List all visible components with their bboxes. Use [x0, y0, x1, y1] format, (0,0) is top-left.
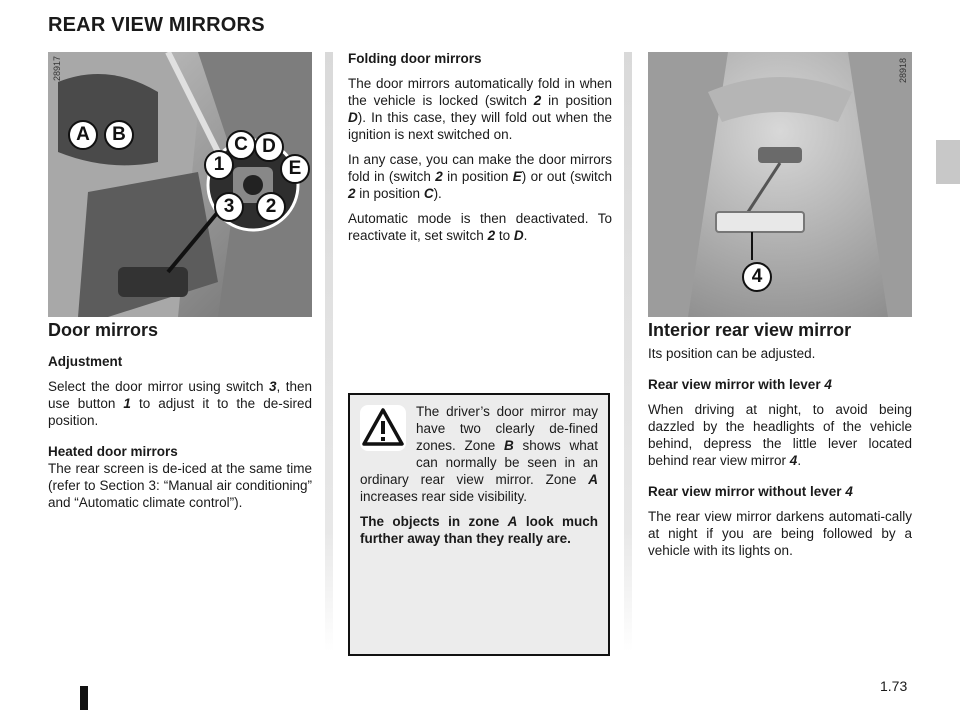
adjustment-title: Adjustment: [48, 354, 123, 369]
callout-A: A: [68, 120, 98, 150]
corner-mark: [80, 686, 88, 710]
without-lever-title: Rear view mirror without lever 4: [648, 484, 853, 499]
callout-D: D: [254, 132, 284, 162]
section-tab-marker: [936, 140, 960, 184]
adjustment-text: Select the door mirror using switch 3, then use button 1 to adjust it to the de-sired position.: [48, 379, 312, 428]
with-lever-title: Rear view mirror with lever 4: [648, 377, 832, 392]
interior-mirror-section: [648, 322, 912, 567]
folding-title: Folding door mirrors: [348, 51, 482, 66]
heated-title: Heated door mirrors: [48, 444, 178, 459]
callout-3: 3: [214, 192, 244, 222]
heated-text: The rear screen is de-iced at the same time (refer to Section 3: “Manual air conditioning” and “Automatic climate control”).: [48, 461, 312, 510]
folding-text-3: Automatic mode is then deactivated. To reactivate it, set switch 2 to D.: [348, 211, 612, 243]
image-code-right: 28918: [898, 58, 908, 84]
warning-triangle-icon: [360, 405, 406, 451]
interior-intro: Its position can be adjusted.: [648, 346, 816, 361]
without-lever-text: The rear view mirror darkens automati-cally at night if you are being followed by a vehicle with its lights on.: [648, 509, 912, 558]
with-lever-text: When driving at night, to avoid being dazzled by the headlights of the vehicle behind, depress the little lever located behind rear view mirror 4.: [648, 402, 912, 468]
page-number: 1.73: [880, 678, 908, 694]
image-code-left: 28917: [52, 56, 62, 82]
door-mirrors-heading: Door mirrors: [48, 320, 159, 340]
callout-2: 2: [256, 192, 286, 222]
column-divider-left: [325, 52, 333, 652]
warning-box: [348, 393, 610, 656]
interior-heading: Interior rear view mirror: [648, 320, 852, 340]
folding-text-2: In any case, you can make the door mirrors fold in (switch 2 in position E) or out (switch 2 in position C).: [348, 152, 612, 201]
folding-text-1: The door mirrors automatically fold in when the vehicle is locked (switch 2 in position D). In this case, they will fold out when the ignition is next switched on.: [348, 76, 612, 142]
interior-mirror-photo: [648, 52, 912, 317]
callout-1: 1: [204, 150, 234, 180]
door-switch-photo: [48, 52, 312, 317]
callout-C: C: [226, 130, 256, 160]
page-title: REAR VIEW MIRRORS: [48, 14, 265, 36]
callout-4: 4: [742, 262, 772, 292]
callout-E: E: [280, 154, 310, 184]
folding-section: [348, 50, 612, 252]
warning-text-2: The objects in zone A look much further away than they really are.: [360, 514, 599, 546]
callout-B: B: [104, 120, 134, 150]
warning-text-1: The driver’s door mirror may have two clearly de-fined zones. Zone B shows what can normally be seen in an ordinary rear view mirror. Zone A increases rear side visibility.: [360, 404, 598, 504]
door-mirrors-section: [48, 322, 312, 519]
column-divider-right: [624, 52, 632, 652]
